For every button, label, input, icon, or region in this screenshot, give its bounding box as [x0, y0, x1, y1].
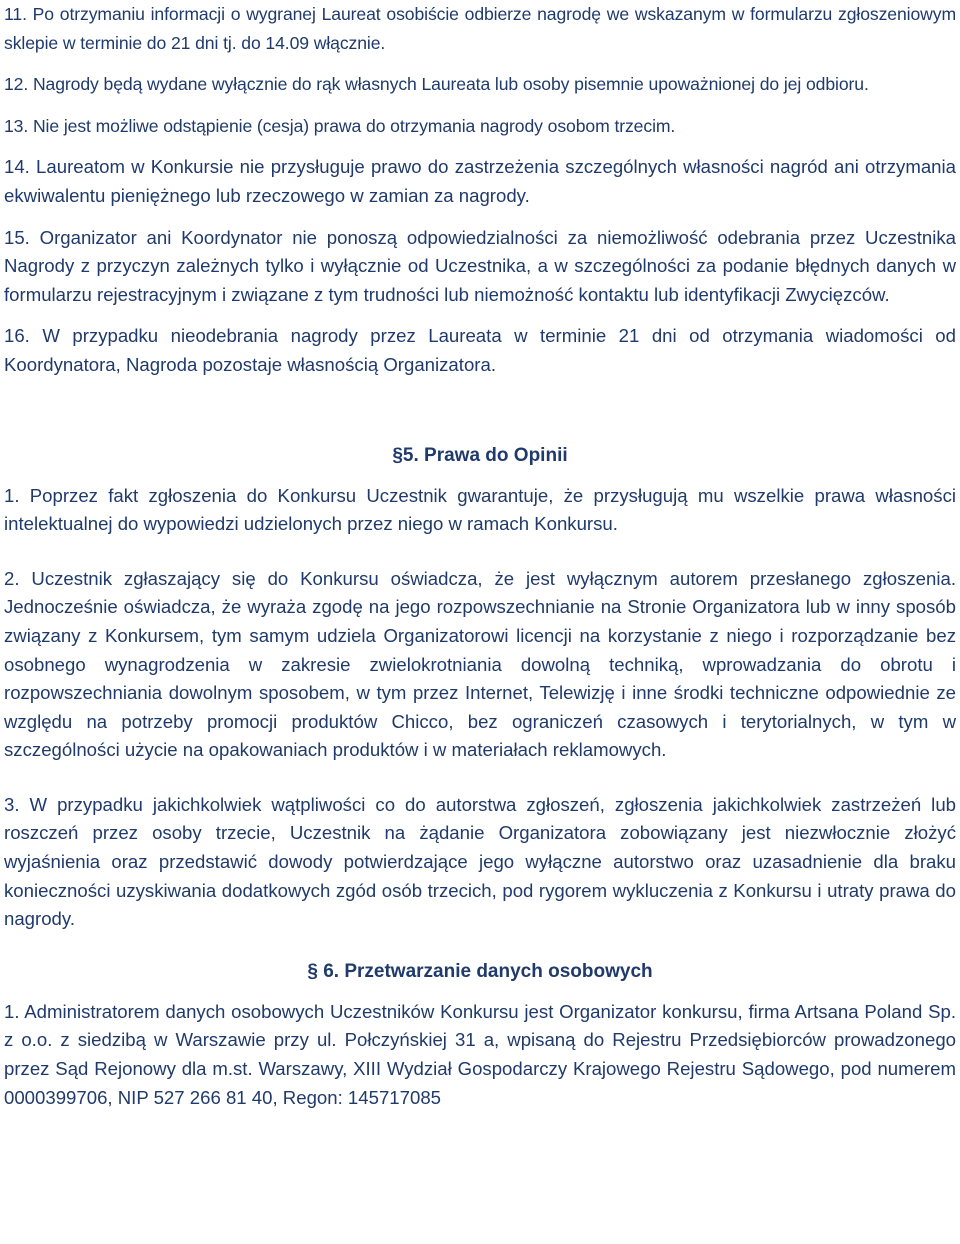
paragraph-12: 12. Nagrody będą wydane wyłącznie do rąk własnych Laureata lub osoby pisemnie upoważnionej do jej odbioru.: [4, 74, 869, 95]
paragraph-15: 15. Organizator ani Koordynator nie ponoszą odpowiedzialności za niemożliwość odebrania przez Uczestnika Nagrody z przyczyn zależnych tylko i wyłącznie od Uczestnika, a w szczególności za podanie błędnych danych w formularzu rejestracyjnym i związane z tym trudności lub niemożność kontaktu lub identyfikacji Zwycięzców.: [4, 226, 956, 305]
section-6-paragraph-1: 1. Administratorem danych osobowych Uczestników Konkursu jest Organizator konkursu, firma Artsana Poland Sp. z o.o. z siedzibą w Warszawie przy ul. Połczyńskiej 31 a, wpisaną do Rejestru Przedsiębiorców prowadzonego przez Sąd Rejonowy dla m.st. Warszawy, XIII Wydział Gospodarczy Krajowego Rejestru Sądowego, pod numerem 0000399706, NIP 527 266 81 40, Regon: 145717085: [4, 1000, 956, 1108]
section-6-heading: § 6. Przetwarzanie danych osobowych: [307, 960, 653, 982]
document-page: [4, 0, 956, 1112]
paragraph-16: 16. W przypadku nieodebrania nagrody przez Laureata w terminie 21 dni od otrzymania wiadomości od Koordynatora, Nagroda pozostaje własnością Organizatora.: [4, 325, 956, 375]
section-5-paragraph-1: 1. Poprzez fakt zgłoszenia do Konkursu Uczestnik gwarantuje, że przysługują mu wszelkie prawa własności intelektualnej do wypowiedzi udzielonych przez niego w ramach Konkursu.: [4, 484, 956, 535]
paragraph-11: 11. Po otrzymaniu informacji o wygranej Laureat osobiście odbierze nagrodę we wskazanym w formularzu zgłoszeniowym sklepie w terminie do 21 dni tj. do 14.09 włącznie.: [4, 4, 956, 53]
section-5-paragraph-3: 3. W przypadku jakichkolwiek wątpliwości co do autorstwa zgłoszeń, zgłoszenia jakichkolwiek zastrzeżeń lub roszczeń przez osoby trzecie, Uczestnik na żądanie Organizatora zobowiązany jest niezwłocznie złożyć wyjaśnienia oraz przedstawić dowody potwierdzające jego wyłączne autorstwo oraz uzasadnienie dla braku konieczności uzyskiwania dodatkowych zgód osób trzecich, pod rygorem wykluczenia z Konkursu i utraty prawa do nagrody.: [4, 793, 956, 930]
paragraph-13: 13. Nie jest możliwe odstąpienie (cesja) prawa do otrzymania nagrody osobom trzecim.: [4, 115, 676, 136]
section-5-heading: §5. Prawa do Opinii: [392, 444, 568, 466]
section-5-paragraph-2: 2. Uczestnik zgłaszający się do Konkursu oświadcza, że jest wyłącznym autorem przesłanego zgłoszenia. Jednocześnie oświadcza, że wyraża zgodę na jego rozpowszechnianie na Stronie Organizatora lub w inny sposób związany z Konkursem, tym samym udziela Organizatorowi licencji na korzystanie z niego i rozporządzanie bez osobnego wynagrodzenia w zakresie zwielokrotniania dowolną techniką, wprowadzania do obrotu i rozpowszechniania dowolnym sposobem, w tym przez Internet, Telewizję i inne środki techniczne odpowiednie ze względu na potrzeby promocji produktów Chicco, bez ograniczeń czasowych i terytorialnych, w tym w szczególności użycie na opakowaniach produktów i w materiałach reklamowych.: [4, 567, 956, 761]
paragraph-14: 14. Laureatom w Konkursie nie przysługuje prawo do zastrzeżenia szczególnych własności nagród ani otrzymania ekwiwalentu pieniężnego lub rzeczowego w zamian za nagrody.: [4, 156, 956, 206]
